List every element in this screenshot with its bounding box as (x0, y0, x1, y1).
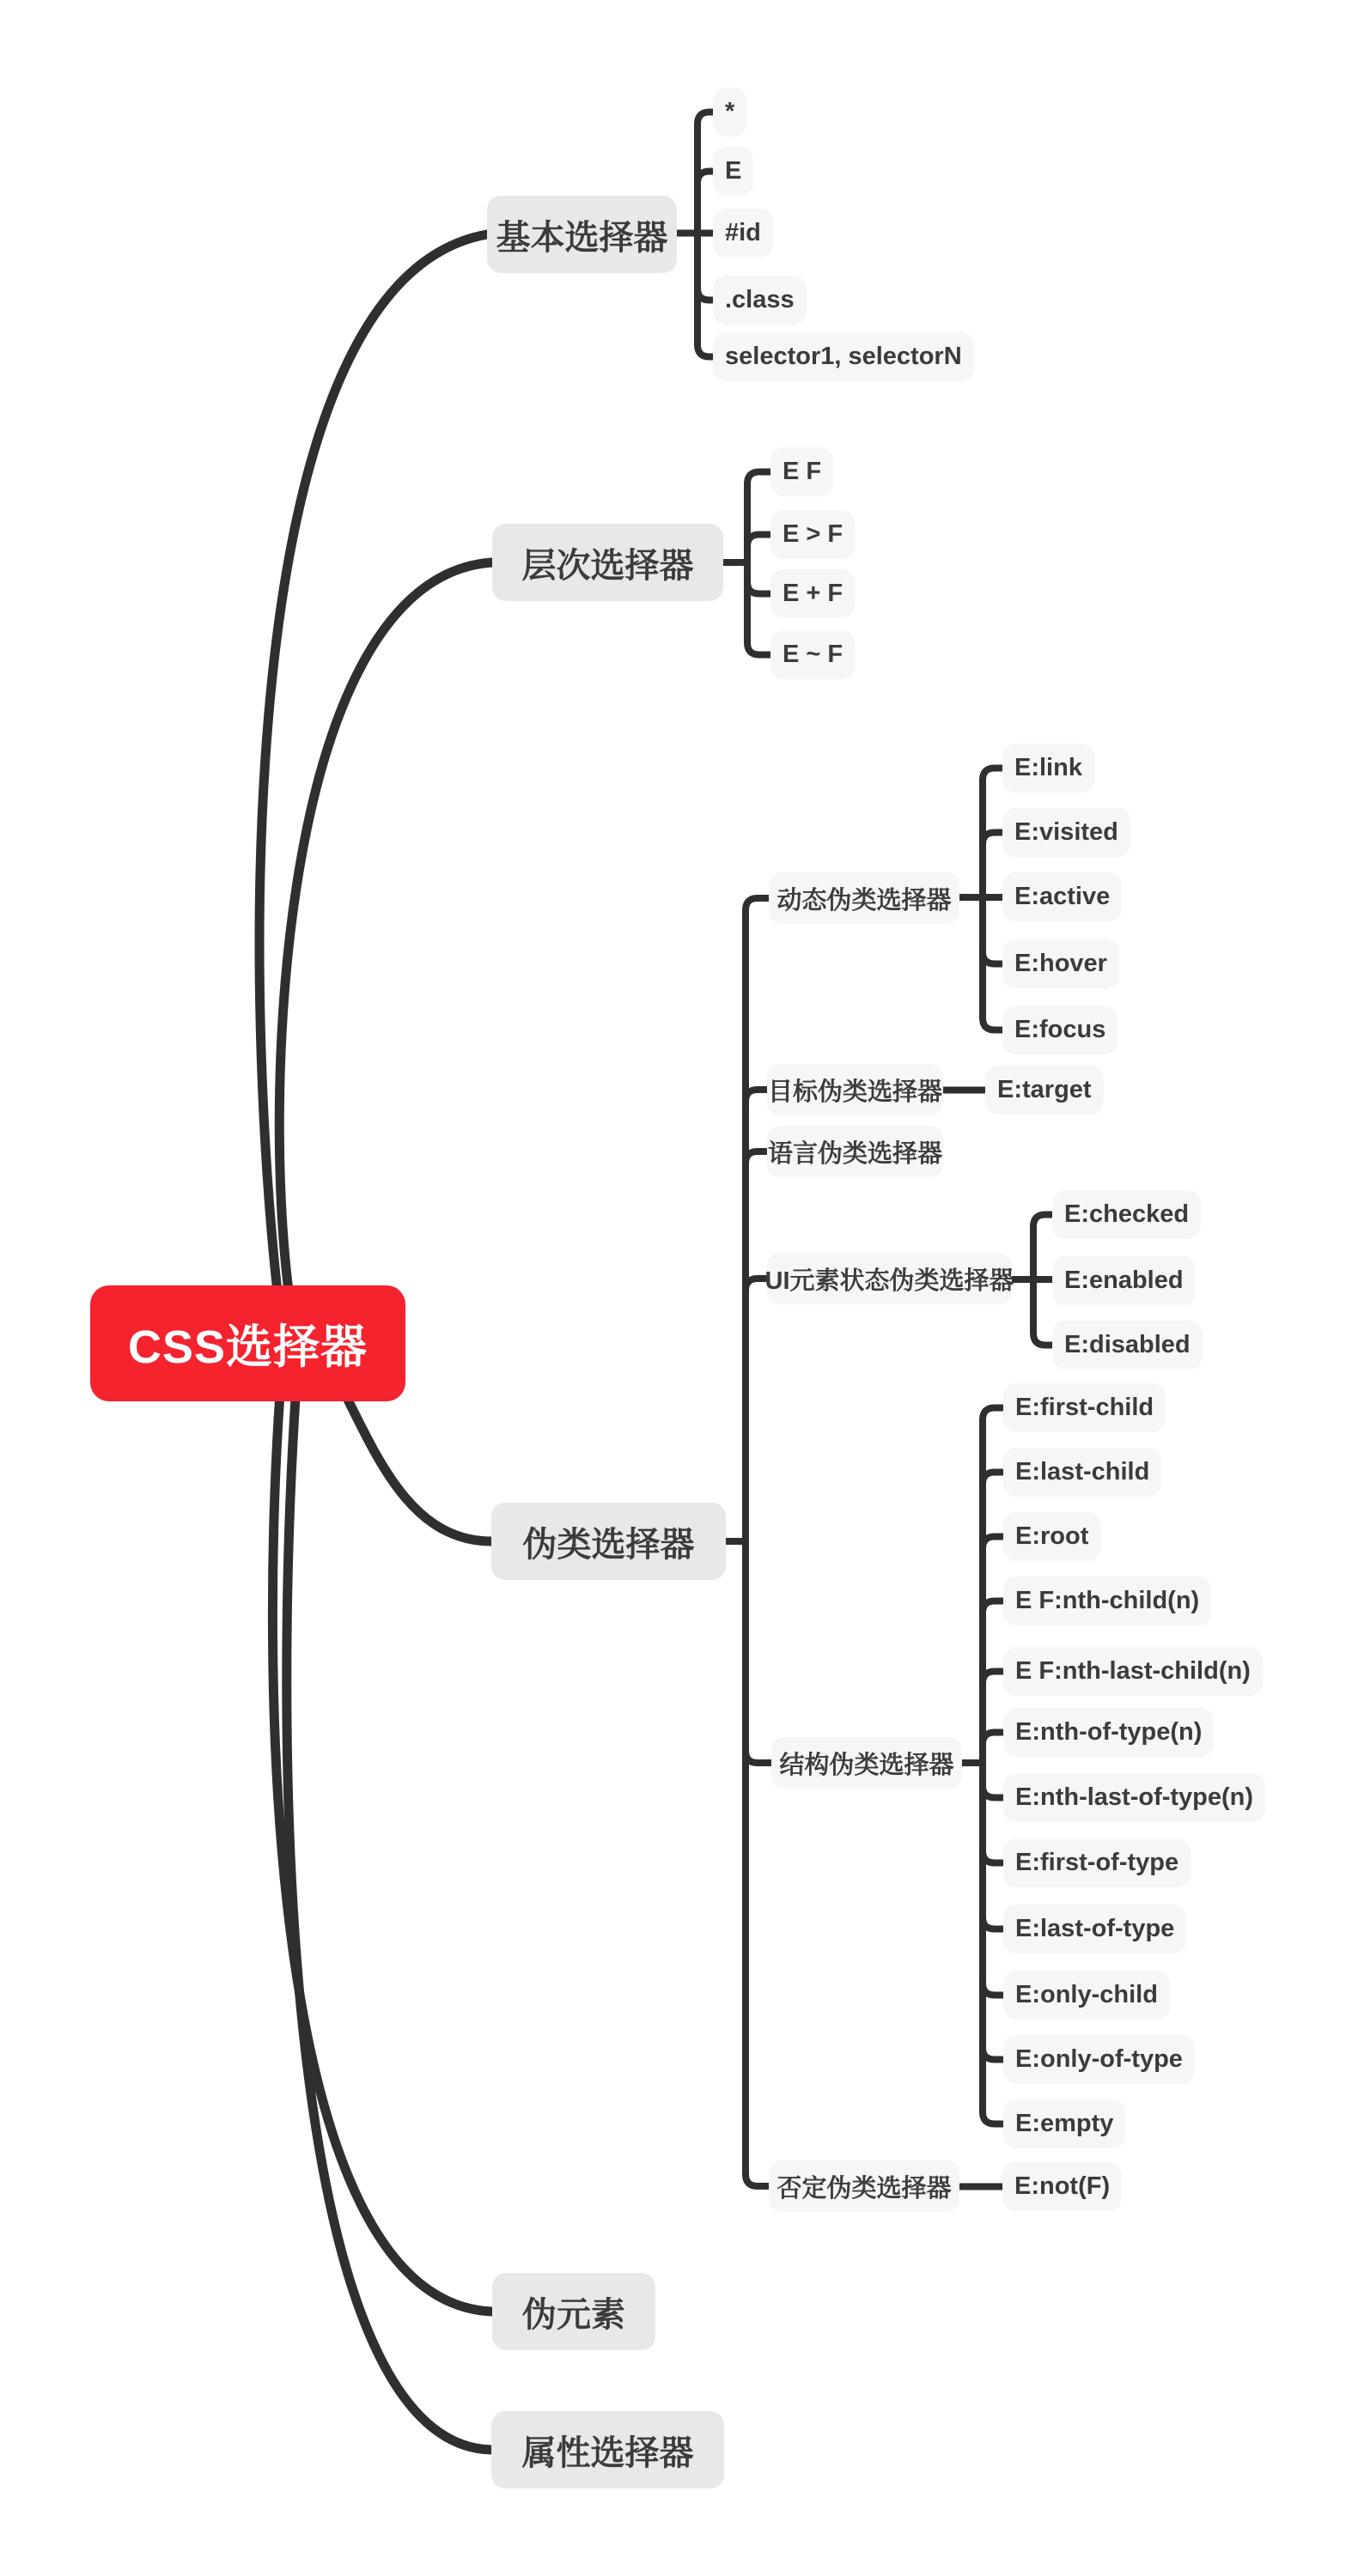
leaf-universal[interactable]: * (713, 88, 746, 137)
leaf-general-sibling[interactable]: E ~ F (770, 630, 855, 679)
leaf-e-target[interactable]: E:target (985, 1066, 1104, 1115)
trunk-pseudo-class (344, 1391, 491, 1541)
branch-basic-selector[interactable]: 基本选择器 (487, 196, 677, 273)
branch-pseudo-element[interactable]: 伪元素 (492, 2273, 655, 2350)
leaf-e-only-child[interactable]: E:only-child (1003, 1971, 1170, 2020)
trunk-attribute (287, 1348, 491, 2450)
leaf-e-enabled[interactable]: E:enabled (1052, 1256, 1196, 1305)
subbranch-negation-pseudo[interactable]: 否定伪类选择器 (769, 2160, 959, 2212)
leaf-e-disabled[interactable]: E:disabled (1052, 1321, 1203, 1370)
leaf-e-last-child[interactable]: E:last-child (1003, 1448, 1161, 1497)
leaf-e-visited[interactable]: E:visited (1002, 808, 1130, 857)
leaf-selector-group[interactable]: selector1, selectorN (713, 332, 974, 381)
leaf-descendant[interactable]: E F (770, 447, 833, 496)
leaf-e-not[interactable]: E:not(F) (1002, 2162, 1122, 2211)
leaf-class[interactable]: .class (713, 276, 807, 325)
leaf-e-nth-of-type[interactable]: E:nth-of-type(n) (1003, 1708, 1214, 1757)
leaf-e-empty[interactable]: E:empty (1003, 2099, 1125, 2148)
leaf-e-only-of-type[interactable]: E:only-of-type (1003, 2035, 1195, 2084)
subbranch-dynamic-pseudo[interactable]: 动态伪类选择器 (769, 872, 959, 924)
branch-hierarchy-selector[interactable]: 层次选择器 (492, 524, 723, 601)
leaf-e-nth-last-child[interactable]: E F:nth-last-child(n) (1003, 1647, 1263, 1696)
trunk-hierarchy (279, 562, 492, 1340)
leaf-e-last-of-type[interactable]: E:last-of-type (1003, 1905, 1186, 1953)
leaf-e-nth-last-of-type[interactable]: E:nth-last-of-type(n) (1003, 1773, 1265, 1822)
leaf-e-checked[interactable]: E:checked (1052, 1190, 1201, 1239)
leaf-e-nth-child[interactable]: E F:nth-child(n) (1003, 1577, 1211, 1625)
subbranch-target-pseudo[interactable]: 目标伪类选择器 (767, 1064, 943, 1115)
leaf-e-root[interactable]: E:root (1003, 1512, 1100, 1561)
leaf-e-first-of-type[interactable]: E:first-of-type (1003, 1838, 1191, 1887)
leaf-adjacent-sibling[interactable]: E + F (770, 569, 855, 618)
leaf-e-link[interactable]: E:link (1002, 744, 1094, 793)
leaf-child[interactable]: E > F (770, 510, 855, 559)
leaf-id[interactable]: #id (713, 209, 773, 258)
branch-attribute-selector[interactable]: 属性选择器 (491, 2411, 724, 2488)
leaf-e-first-child[interactable]: E:first-child (1003, 1383, 1166, 1432)
leaf-e-focus[interactable]: E:focus (1002, 1005, 1118, 1054)
trunk-basic (259, 234, 487, 1340)
branch-pseudo-class-selector[interactable]: 伪类选择器 (491, 1503, 726, 1580)
subbranch-language-pseudo[interactable]: 语言伪类选择器 (767, 1126, 943, 1177)
subbranch-ui-state-pseudo[interactable]: UI元素状态伪类选择器 (767, 1253, 1012, 1304)
root-node-css-selector[interactable]: CSS选择器 (90, 1285, 405, 1401)
trunk-pseudo-element (272, 1348, 492, 2312)
subbranch-structural-pseudo[interactable]: 结构伪类选择器 (771, 1737, 962, 1789)
leaf-element[interactable]: E (713, 147, 753, 196)
leaf-e-active[interactable]: E:active (1002, 872, 1122, 921)
leaf-e-hover[interactable]: E:hover (1002, 939, 1119, 988)
